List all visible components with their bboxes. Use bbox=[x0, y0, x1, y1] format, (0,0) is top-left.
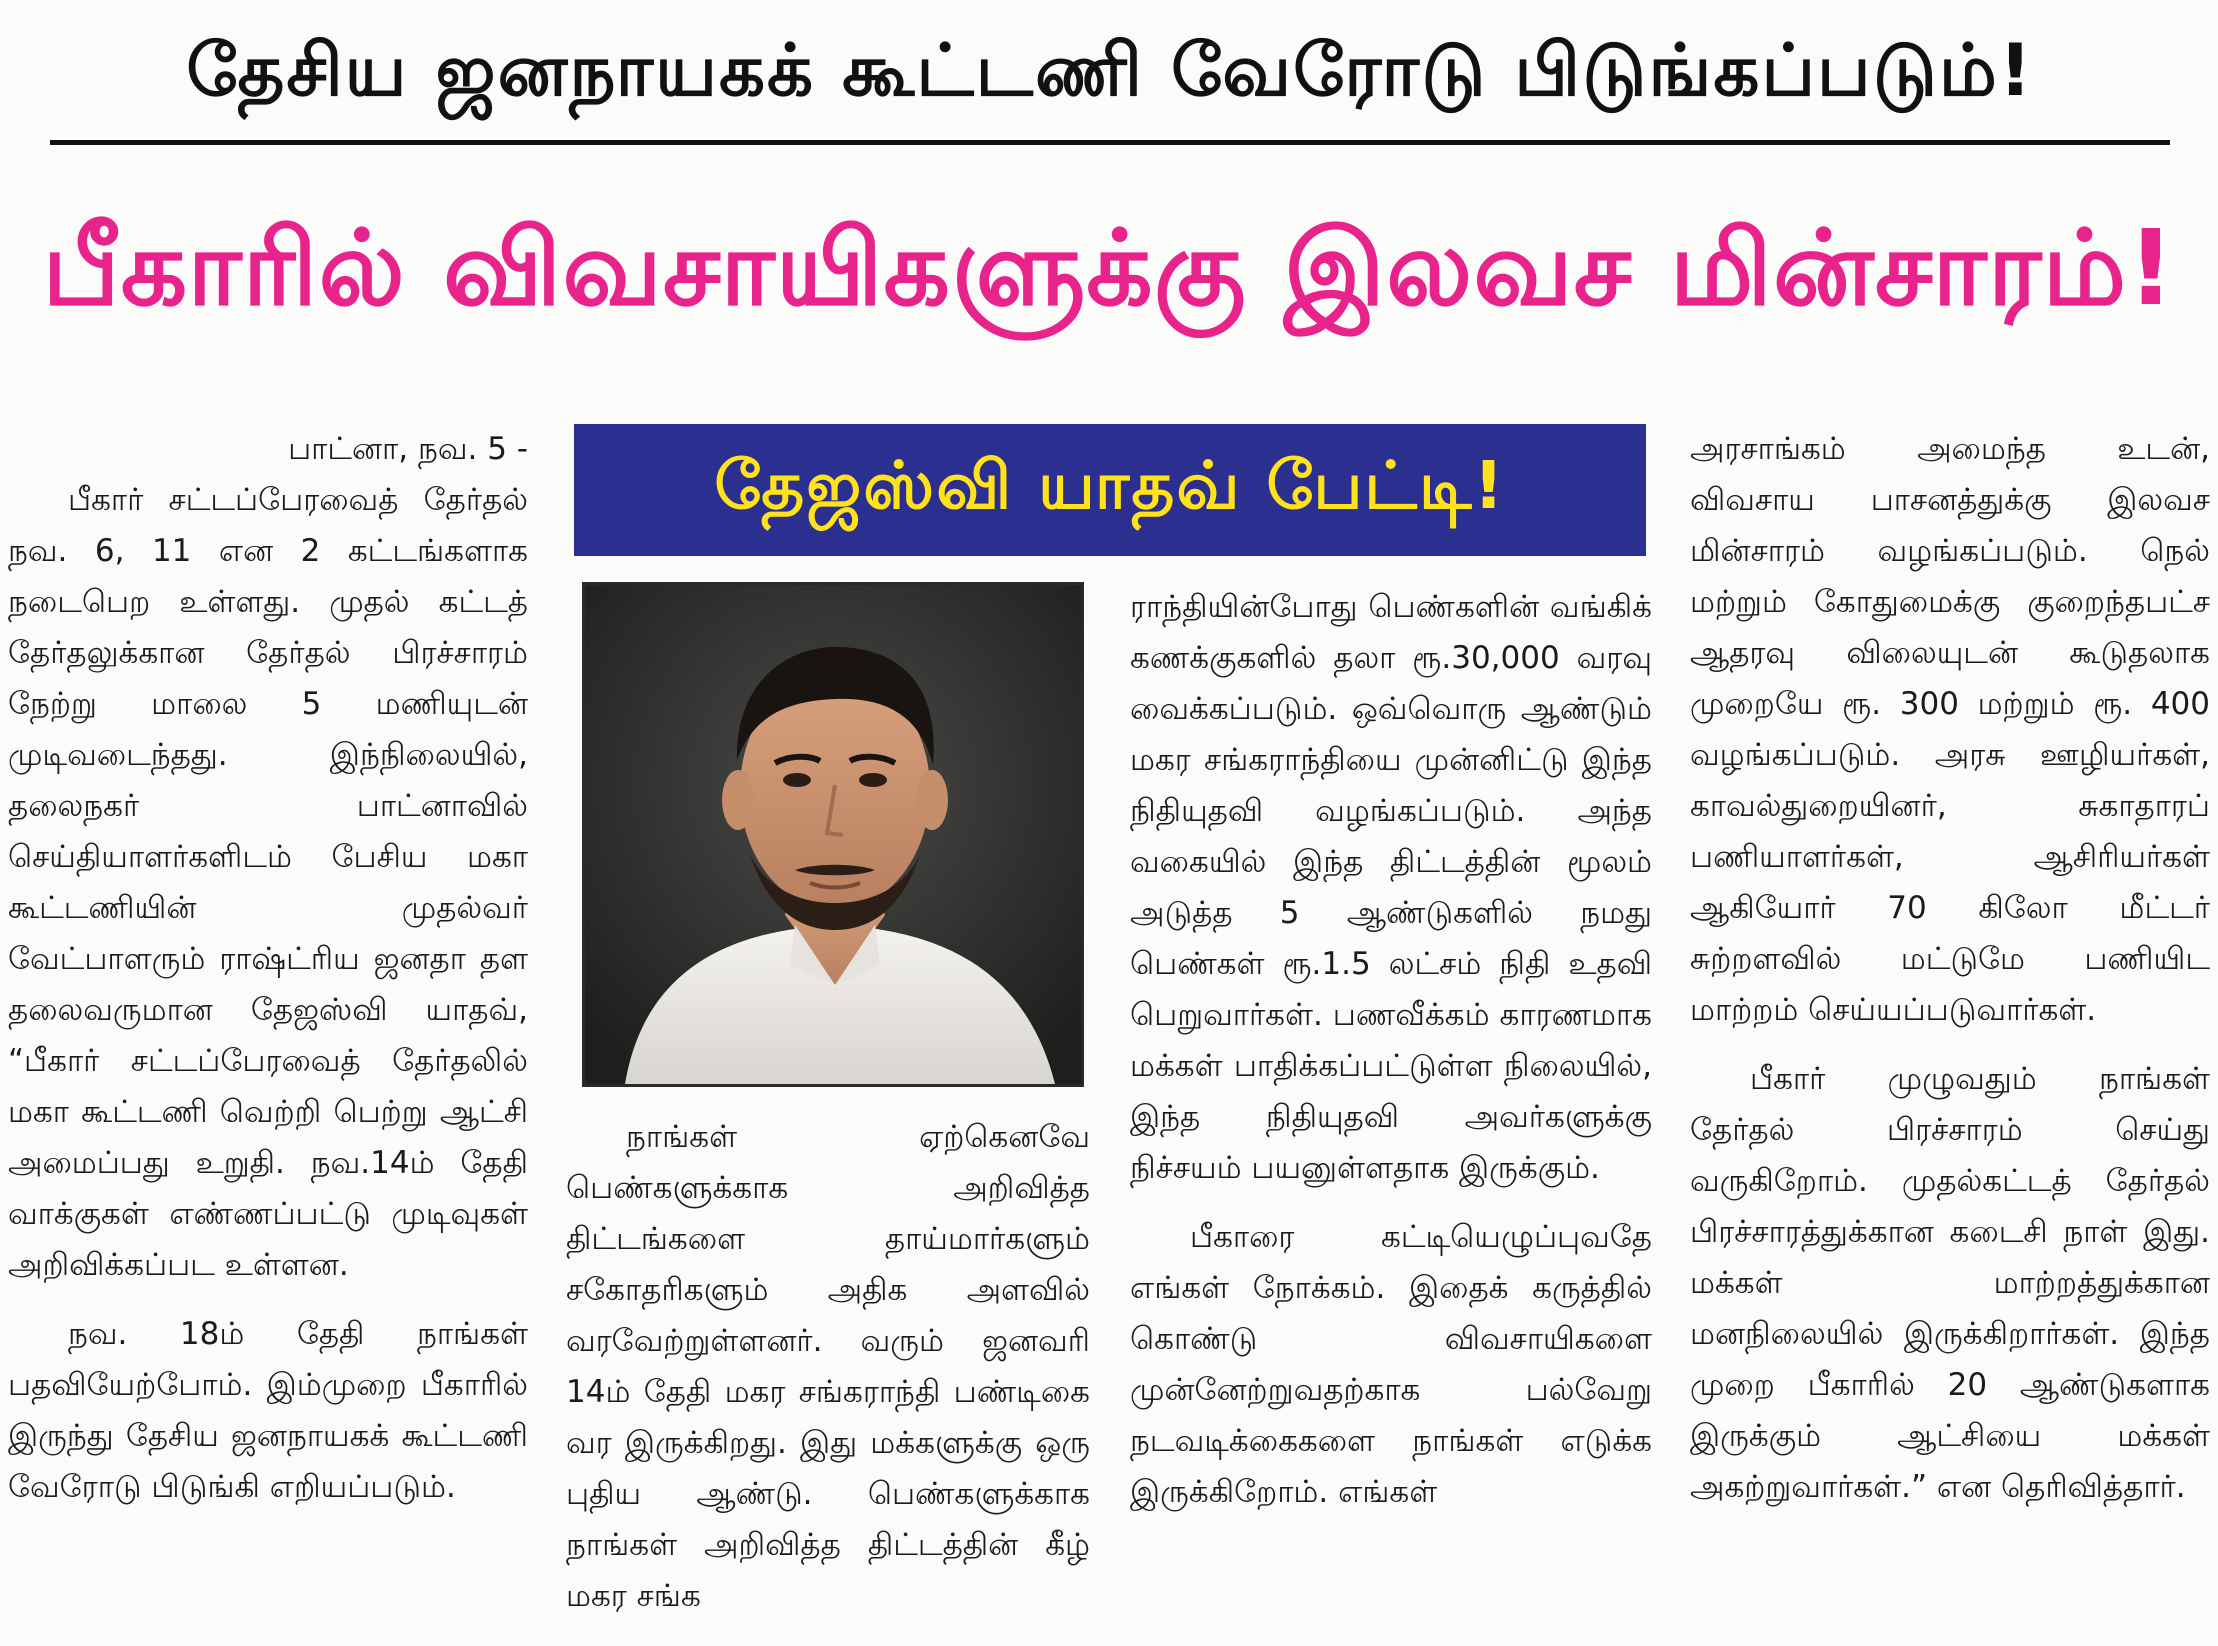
subhead-text: தேஜஸ்வி யாதவ் பேட்டி! bbox=[714, 447, 1506, 524]
article-paragraph: பீகாரை கட்டியெழுப்புவதே எங்கள் நோக்கம். இதைக் கருத்தில் கொண்டு விவசாயிகளை முன்னேற்றுவதற்காக பல்வேறு நடவடிக்கைகளை நாங்கள் எடுக்க இருக்கிறோம். எங்கள் bbox=[1130, 1219, 1652, 1510]
article-column-1 bbox=[8, 424, 528, 1634]
article-column-2 bbox=[566, 1112, 1090, 1637]
article-column-3 bbox=[1130, 582, 1652, 1637]
article-paragraph: நவ. 18ம் தேதி நாங்கள் பதவியேற்போம். இம்முறை பீகாரில் இருந்து தேசிய ஜனநாயகக் கூட்டணி வேரோடு பிடுங்கி எறியப்படும். bbox=[8, 1316, 528, 1505]
main-headline: பீகாரில் விவசாயிகளுக்கு இலவச மின்சாரம்! bbox=[42, 207, 2176, 329]
article-paragraph: பீகார் சட்டப்பேரவைத் தேர்தல் நவ. 6, 11 என 2 கட்டங்களாக நடைபெற உள்ளது. முதல் கட்டத் தேர்தலுக்கான தேர்தல் பிரச்சாரம் நேற்று மாலை 5 மணியுடன் முடிவடைந்தது. இந்நிலையில், தலைநகர் பாட்னாவில் செய்தியாளர்களிடம் பேசிய மகா கூட்டணியின் முதல்வர் வேட்பாளரும் ராஷ்ட்ரிய ஜனதா தள தலைவருமான தேஜஸ்வி யாதவ், “பீகார் சட்டப்பேரவைத் தேர்தலில் மகா கூட்டணி வெற்றி பெற்று ஆட்சி அமைப்பது உறுதி. நவ.14ம் தேதி வாக்குகள் எண்ணப்பட்டு முடிவுகள் அறிவிக்கப்பட உள்ளன. bbox=[8, 482, 528, 1283]
article-paragraph: பீகார் முழுவதும் நாங்கள் தேர்தல் பிரச்சாரம் செய்து வருகிறோம். முதல்கட்டத் தேர்தல் பிரச்சாரத்துக்கான கடைசி நாள் இது. மக்கள் மாற்றத்துக்கான மனநிலையில் இருக்கிறார்கள். இந்த முறை பீகாரில் 20 ஆண்டுகளாக இருக்கும் ஆட்சியை மக்கள் அகற்றுவார்கள்.” என தெரிவித்தார். bbox=[1690, 1061, 2210, 1505]
kicker-rule bbox=[50, 140, 2170, 145]
subhead-banner bbox=[574, 424, 1646, 556]
dateline: பாட்னா, நவ. 5 - bbox=[288, 431, 528, 467]
article-column-4 bbox=[1690, 424, 2210, 1634]
article-paragraph: நாங்கள் ஏற்கெனவே பெண்களுக்காக அறிவித்த திட்டங்களை தாய்மார்களும் சகோதரிகளும் அதிக அளவில் வரவேற்றுள்ளனர். வரும் ஜனவரி 14ம் தேதி மகர சங்கராந்தி பண்டிகை வர இருக்கிறது. இது மக்களுக்கு ஒரு புதிய ஆண்டு. பெண்களுக்காக நாங்கள் அறிவித்த திட்டத்தின் கீழ் மகர சங்க bbox=[566, 1119, 1090, 1614]
kicker-headline: தேசிய ஜனநாயகக் கூட்டணி வேரோடு பிடுங்கப்படும்! bbox=[186, 28, 2034, 112]
article-paragraph: அரசாங்கம் அமைந்த உடன், விவசாய பாசனத்துக்கு இலவச மின்சாரம் வழங்கப்படும். நெல் மற்றும் கோதுமைக்கு குறைந்தபட்ச ஆதரவு விலையுடன் கூடுதலாக முறையே ரூ. 300 மற்றும் ரூ. 400 வழங்கப்படும். அரசு ஊழியர்கள், காவல்துறையினர், சுகாதாரப் பணியாளர்கள், ஆசிரியர்கள் ஆகியோர் 70 கிலோ மீட்டர் சுற்றளவில் மட்டுமே பணியிட மாற்றம் செய்யப்படுவார்கள். bbox=[1690, 431, 2210, 1028]
portrait-photo-icon bbox=[585, 585, 1081, 1084]
portrait-photo bbox=[582, 582, 1084, 1087]
article-paragraph: ராந்தியின்போது பெண்களின் வங்கிக் கணக்குகளில் தலா ரூ.30,000 வரவு வைக்கப்படும். ஒவ்வொரு ஆண்டும் மகர சங்கராந்தியை முன்னிட்டு இந்த நிதியுதவி வழங்கப்படும். அந்த வகையில் இந்த திட்டத்தின் மூலம் அடுத்த 5 ஆண்டுகளில் நமது பெண்கள் ரூ.1.5 லட்சம் நிதி உதவி பெறுவார்கள். பணவீக்கம் காரணமாக மக்கள் பாதிக்கப்பட்டுள்ள நிலையில், இந்த நிதியுதவி அவர்களுக்கு நிச்சயம் பயனுள்ளதாக இருக்கும். bbox=[1130, 589, 1652, 1186]
